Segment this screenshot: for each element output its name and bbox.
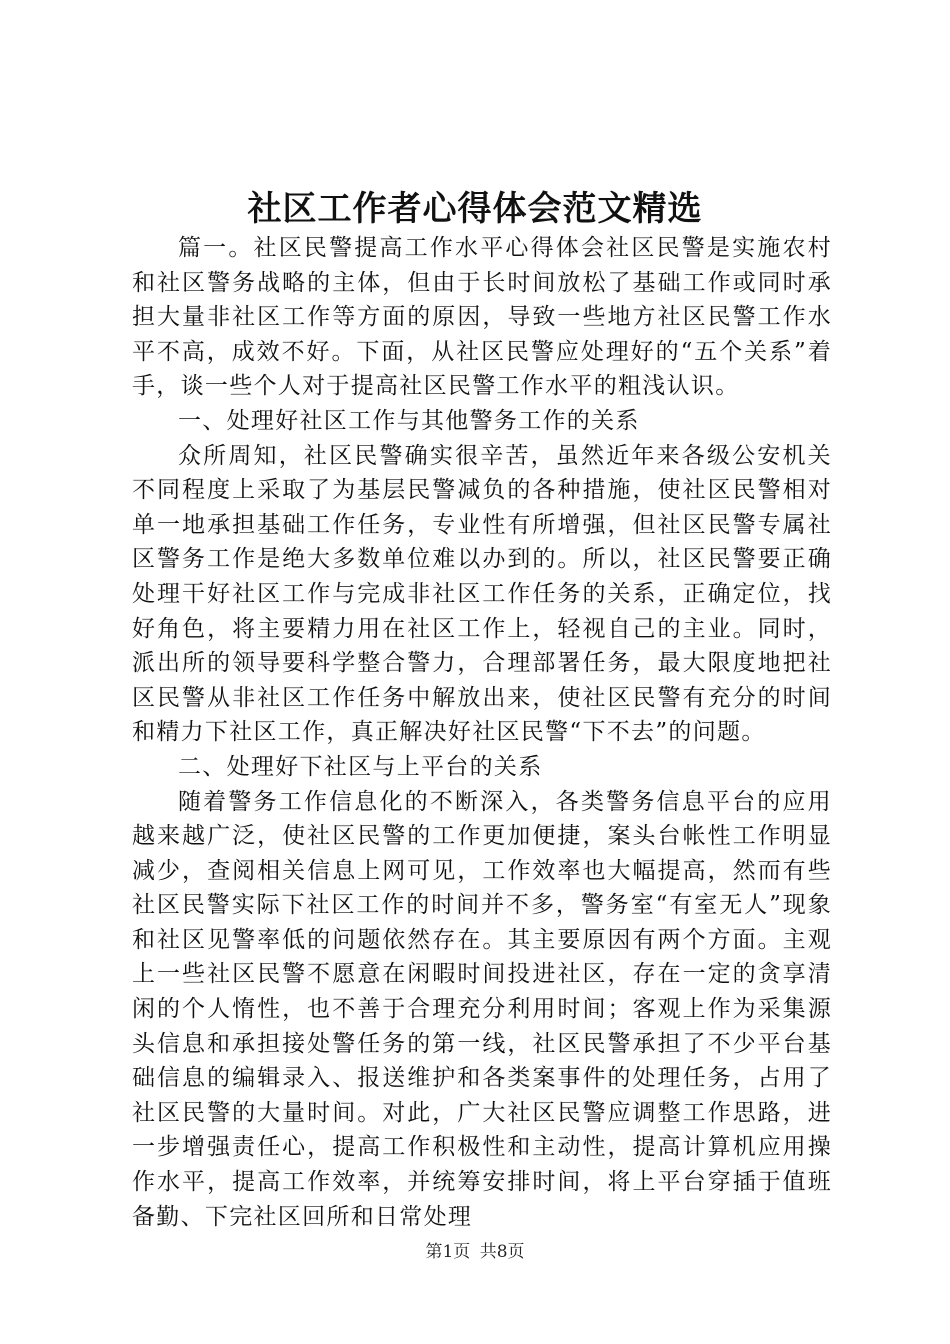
paragraph-intro: 篇一。社区民警提高工作水平心得体会社区民警是实施农村和社区警务战略的主体，但由于长时间放松了基础工作或同时承担大量非社区工作等方面的原因，导致一些地方社区民警工作水平不高，成效不好。下面，从社区民警应处理好的“五个关系”着手，谈一些个人对于提高社区民警工作水平的粗浅认识。: [132, 235, 832, 400]
page-footer: [0, 1240, 950, 1264]
section-heading-1: 一、处理好社区工作与其他警务工作的关系: [178, 407, 640, 434]
document-body: [132, 231, 832, 1234]
section-heading-2: 二、处理好下社区与上平台的关系: [178, 753, 543, 780]
page-number: 第1页: [425, 1242, 471, 1262]
paragraph-section-1: 众所周知，社区民警确实很辛苦，虽然近年来各级公安机关不同程度上采取了为基层民警减负的各种措施，使社区民警相对单一地承担基础工作任务，专业性有所增强，但社区民警专属社区警务工作是绝大多数单位难以办到的。所以，社区民警要正确处理干好社区工作与完成非社区工作任务的关系，正确定位，找好角色，将主要精力用在社区工作上，轻视自己的主业。同时，派出所的领导要科学整合警力，合理部署任务，最大限度地把社区民警从非社区工作任务中解放出来，使社区民警有充分的时间和精力下社区工作，真正解决好社区民警“下不去”的问题。: [132, 442, 832, 746]
page-total: 共8页: [479, 1242, 525, 1262]
paragraph-section-2: 随着警务工作信息化的不断深入，各类警务信息平台的应用越来越广泛，使社区民警的工作更加便捷，案头台帐性工作明显减少，查阅相关信息上网可见，工作效率也大幅提高，然而有些社区民警实际下社区工作的时间并不多，警务室“有室无人”现象和社区见警率低的问题依然存在。其主要原因有两个方面。主观上一些社区民警不愿意在闲暇时间投进社区，存在一定的贪享清闲的个人惰性，也不善于合理充分利用时间；客观上作为采集源头信息和承担接处警任务的第一线，社区民警承担了不少平台基础信息的编辑录入、报送维护和各类案事件的处理任务，占用了社区民警的大量时间。对此，广大社区民警应调整工作思路，进一步增强责任心，提高工作积极性和主动性，提高计算机应用操作水平，提高工作效率，并统筹安排时间，将上平台穿插于值班备勤、下完社区回所和日常处理: [132, 788, 832, 1230]
document-title: 社区工作者心得体会范文精选: [247, 189, 703, 229]
